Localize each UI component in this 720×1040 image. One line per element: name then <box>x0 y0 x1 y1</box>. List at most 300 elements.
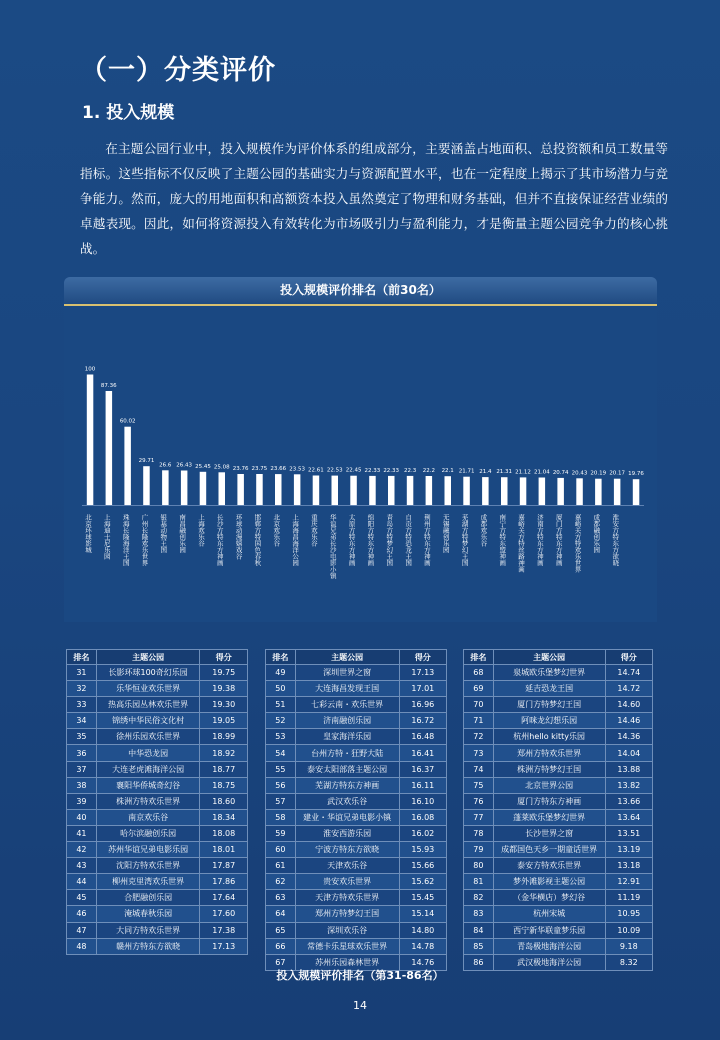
data-label: 22.1 <box>441 468 454 475</box>
cell-park-name: 台州方特・狂野大陆 <box>295 745 399 761</box>
table-row <box>464 825 653 841</box>
bar <box>501 477 508 505</box>
cell-park-name: 株洲方特欢乐世界 <box>96 793 200 809</box>
data-label: 21.04 <box>534 469 550 476</box>
table-row <box>266 761 447 777</box>
table-row <box>464 665 653 681</box>
cell-rank: 35 <box>67 729 97 745</box>
cell-score: 8.32 <box>605 954 652 970</box>
cell-score: 14.72 <box>605 681 652 697</box>
col-header-park: 主题公园 <box>493 650 605 665</box>
cell-park-name: 贵安欢乐世界 <box>295 874 399 890</box>
bar <box>614 479 621 505</box>
cell-rank: 42 <box>67 842 97 858</box>
cell-rank: 34 <box>67 713 97 729</box>
category-label: 自贡方特恐龙王国 <box>404 514 413 566</box>
cell-score: 16.10 <box>399 793 446 809</box>
cell-score: 17.60 <box>200 906 248 922</box>
cell-score: 9.18 <box>605 938 652 954</box>
cell-park-name: 苏州乐园森林世界 <box>295 954 399 970</box>
table-row <box>67 938 248 954</box>
cell-score: 18.92 <box>200 745 248 761</box>
data-label: 22.33 <box>383 467 400 474</box>
table-row <box>464 938 653 954</box>
category-label: 绵阳方特东方神画 <box>366 514 375 566</box>
table-row <box>266 842 447 858</box>
cell-rank: 57 <box>266 793 296 809</box>
cell-score: 12.91 <box>605 874 652 890</box>
cell-score: 15.66 <box>399 858 446 874</box>
bar <box>633 479 640 505</box>
table-row <box>67 793 248 809</box>
bar <box>237 474 244 505</box>
cell-rank: 77 <box>464 809 494 825</box>
cell-score: 19.05 <box>200 713 248 729</box>
cell-score: 18.08 <box>200 825 248 841</box>
category-label: 淮安方特东方欲晓 <box>611 514 620 566</box>
category-label: 上海迪士尼乐园 <box>102 514 111 560</box>
cell-park-name: 常德卡乐星球欢乐世界 <box>295 938 399 954</box>
data-label: 60.02 <box>119 418 136 425</box>
cell-rank: 69 <box>464 681 494 697</box>
cell-rank: 33 <box>67 697 97 713</box>
cell-rank: 49 <box>266 665 296 681</box>
table-row <box>67 809 248 825</box>
cell-park-name: 柳州克里湾欢乐世界 <box>96 874 200 890</box>
section-heading: （一）分类评价 <box>80 55 276 86</box>
chart-plot <box>64 306 657 622</box>
category-label: 南宁方特东盟神画 <box>498 514 507 566</box>
cell-park-name: 北京世界公园 <box>493 777 605 793</box>
cell-rank: 47 <box>67 922 97 938</box>
bar <box>294 474 301 505</box>
cell-rank: 74 <box>464 761 494 777</box>
category-label: 长沙方特东方神画 <box>215 514 224 566</box>
cell-park-name: 中华恐龙园 <box>96 745 200 761</box>
data-label: 20.17 <box>609 470 626 477</box>
cell-score: 14.04 <box>605 745 652 761</box>
data-label: 20.19 <box>590 470 607 477</box>
cell-score: 16.72 <box>399 713 446 729</box>
category-label: 上海海昌海洋公园 <box>291 514 300 566</box>
table-row <box>67 890 248 906</box>
table-row <box>266 793 447 809</box>
col-header-park: 主题公园 <box>96 650 200 665</box>
ranking-table-1 <box>66 649 248 955</box>
cell-score: 16.08 <box>399 809 446 825</box>
data-label: 22.33 <box>364 467 381 474</box>
cell-rank: 78 <box>464 825 494 841</box>
cell-score: 18.34 <box>200 809 248 825</box>
data-label: 20.74 <box>552 469 569 476</box>
table-row <box>266 906 447 922</box>
cell-score: 13.88 <box>605 761 652 777</box>
cell-park-name: 梦外滩影视主题公园 <box>493 874 605 890</box>
category-label: 厦门方特东方神画 <box>554 514 563 566</box>
cell-rank: 80 <box>464 858 494 874</box>
col-header-score: 得分 <box>399 650 446 665</box>
table-row <box>266 729 447 745</box>
cell-score: 13.64 <box>605 809 652 825</box>
cell-park-name: 哈尔滨融创乐园 <box>96 825 200 841</box>
cell-park-name: 西宁新华联童梦乐园 <box>493 922 605 938</box>
bar <box>87 375 94 506</box>
cell-park-name: 济南融创乐园 <box>295 713 399 729</box>
cell-rank: 62 <box>266 874 296 890</box>
data-label: 21.71 <box>458 468 475 475</box>
data-label: 25.45 <box>195 463 211 470</box>
cell-park-name: 建业・华谊兄弟电影小镇 <box>295 809 399 825</box>
cell-rank: 39 <box>67 793 97 809</box>
table-row <box>266 777 447 793</box>
cell-score: 13.82 <box>605 777 652 793</box>
category-label: 南昌融创乐园 <box>178 514 187 553</box>
bar <box>143 466 150 505</box>
cell-park-name: 郑州方特欢乐世界 <box>493 745 605 761</box>
data-label: 22.53 <box>326 467 343 474</box>
category-label: 环球动漫嬉戏谷 <box>234 514 243 560</box>
cell-park-name: 天津欢乐谷 <box>295 858 399 874</box>
cell-park-name: 赣州方特东方欲晓 <box>96 938 200 954</box>
cell-rank: 61 <box>266 858 296 874</box>
table-row <box>266 874 447 890</box>
col-header-score: 得分 <box>200 650 248 665</box>
cell-rank: 86 <box>464 954 494 970</box>
table-row <box>67 761 248 777</box>
cell-score: 14.76 <box>399 954 446 970</box>
table-row <box>67 665 248 681</box>
col-header-rank: 排名 <box>266 650 296 665</box>
category-label: 成都融创乐园 <box>592 514 601 553</box>
table-row <box>266 713 447 729</box>
data-label: 23.76 <box>232 466 249 472</box>
cell-score: 18.77 <box>200 761 248 777</box>
data-label: 23.75 <box>251 466 268 472</box>
table-row <box>67 713 248 729</box>
cell-rank: 56 <box>266 777 296 793</box>
bar <box>520 477 527 505</box>
cell-park-name: 芜湖方特东方神画 <box>295 777 399 793</box>
data-label: 21.31 <box>496 469 513 476</box>
cell-rank: 43 <box>67 858 97 874</box>
cell-rank: 64 <box>266 906 296 922</box>
cell-park-name: 淮安西游乐园 <box>295 825 399 841</box>
category-label: 重庆欢乐谷 <box>309 514 318 547</box>
cell-score: 17.38 <box>200 922 248 938</box>
table-row <box>464 842 653 858</box>
cell-park-name: 杭州hello kitty乐园 <box>493 729 605 745</box>
data-label: 29.71 <box>138 458 155 465</box>
cell-score: 10.09 <box>605 922 652 938</box>
cell-score: 15.45 <box>399 890 446 906</box>
table-row <box>266 825 447 841</box>
cell-rank: 59 <box>266 825 296 841</box>
table-row <box>67 906 248 922</box>
bar-chart <box>64 277 657 622</box>
category-label: 青岛方特梦幻王国 <box>385 514 394 566</box>
table-row <box>464 761 653 777</box>
cell-score: 16.11 <box>399 777 446 793</box>
cell-score: 14.80 <box>399 922 446 938</box>
cell-rank: 72 <box>464 729 494 745</box>
category-label: 无锡融创乐园 <box>441 514 450 553</box>
cell-rank: 68 <box>464 665 494 681</box>
cell-park-name: 沈阳方特欢乐世界 <box>96 858 200 874</box>
cell-score: 15.93 <box>399 842 446 858</box>
category-label: 邯郸方特国色春秋 <box>253 514 262 566</box>
cell-score: 14.60 <box>605 697 652 713</box>
data-label: 22.3 <box>403 467 417 474</box>
bar <box>445 476 452 505</box>
cell-rank: 58 <box>266 809 296 825</box>
cell-score: 14.78 <box>399 938 446 954</box>
cell-park-name: 皇家海洋乐园 <box>295 729 399 745</box>
cell-rank: 51 <box>266 697 296 713</box>
body-paragraph: 在主题公园行业中，投入规模作为评价体系的组成部分，主要涵盖占地面积、总投资额和员工数量等指标。这些指标不仅反映了主题公园的基础实力与资源配置水平，也在一定程度上揭示了其市场潜力与竞争能力。然而，庞大的用地面积和高额资本投入虽然奠定了物理和财务基础，但并不直接保证经营业绩的卓越表现。因此，如何将资源投入有效转化为市场吸引力与盈利能力，才是衡量主题公园竞争力的核心挑战。 <box>80 141 668 256</box>
cell-score: 14.74 <box>605 665 652 681</box>
bar <box>181 471 188 506</box>
category-label: 成都欢乐谷 <box>479 514 488 547</box>
table-row <box>67 858 248 874</box>
cell-score: 13.19 <box>605 842 652 858</box>
cell-score: 19.38 <box>200 681 248 697</box>
bar <box>275 474 282 505</box>
bar <box>369 476 376 505</box>
cell-rank: 79 <box>464 842 494 858</box>
table-row <box>67 681 248 697</box>
table-row <box>464 890 653 906</box>
category-label: 太原方特东方神画 <box>347 514 356 566</box>
bar <box>595 479 602 505</box>
cell-rank: 46 <box>67 906 97 922</box>
table-row <box>266 681 447 697</box>
cell-rank: 55 <box>266 761 296 777</box>
cell-park-name: 合肥融创乐园 <box>96 890 200 906</box>
cell-park-name: 武汉极地海洋公园 <box>493 954 605 970</box>
cell-score: 14.36 <box>605 729 652 745</box>
cell-park-name: 乐华恒业欢乐世界 <box>96 681 200 697</box>
cell-park-name: 宁波方特东方欲晓 <box>295 842 399 858</box>
cell-score: 17.13 <box>200 938 248 954</box>
cell-rank: 63 <box>266 890 296 906</box>
bar <box>350 476 357 505</box>
category-label: 珠海长隆海洋王国 <box>121 514 130 566</box>
cell-park-name: 苏州华谊兄弟电影乐园 <box>96 842 200 858</box>
cell-rank: 66 <box>266 938 296 954</box>
cell-rank: 84 <box>464 922 494 938</box>
data-label: 22.45 <box>345 467 362 474</box>
data-label: 26.6 <box>159 462 172 469</box>
cell-score: 16.37 <box>399 761 446 777</box>
cell-park-name: 泰安方特欢乐世界 <box>493 858 605 874</box>
ranking-table-2 <box>265 649 447 971</box>
bar <box>162 470 169 505</box>
cell-park-name: 泉城欧乐堡梦幻世界 <box>493 665 605 681</box>
cell-park-name: 杭州宋城 <box>493 906 605 922</box>
cell-park-name: 延吉恐龙王国 <box>493 681 605 697</box>
cell-rank: 82 <box>464 890 494 906</box>
chart-title: 投入规模评价排名（前30名） <box>64 277 657 306</box>
data-label: 19.76 <box>628 471 644 478</box>
cell-park-name: 淹城春秋乐园 <box>96 906 200 922</box>
cell-park-name: 大同方特欢乐世界 <box>96 922 200 938</box>
category-label: 上海欢乐谷 <box>197 514 205 547</box>
category-label: 荆州方特东方神画 <box>422 514 431 566</box>
cell-park-name: 徐州乐园欢乐世界 <box>96 729 200 745</box>
data-label: 25.08 <box>213 464 230 471</box>
bar <box>332 476 339 505</box>
table-row <box>266 809 447 825</box>
cell-score: 19.75 <box>200 665 248 681</box>
category-label: 广州长隆欢乐世界 <box>140 514 149 566</box>
table-row <box>464 777 653 793</box>
bar <box>539 478 546 506</box>
data-label: 21.12 <box>515 469 531 476</box>
bar <box>106 391 113 505</box>
cell-rank: 45 <box>67 890 97 906</box>
cell-score: 18.75 <box>200 777 248 793</box>
data-label: 22.2 <box>422 468 436 474</box>
cell-score: 14.46 <box>605 713 652 729</box>
table-row <box>67 825 248 841</box>
cell-park-name: 长沙世界之窗 <box>493 825 605 841</box>
cell-score: 18.99 <box>200 729 248 745</box>
table-row <box>464 874 653 890</box>
table-row <box>67 842 248 858</box>
cell-score: 16.41 <box>399 745 446 761</box>
category-label: 芜湖方特梦幻王国 <box>460 514 469 566</box>
bar <box>426 476 433 505</box>
cell-rank: 41 <box>67 825 97 841</box>
cell-rank: 73 <box>464 745 494 761</box>
table-row <box>464 729 653 745</box>
cell-park-name: 深圳欢乐谷 <box>295 922 399 938</box>
cell-rank: 31 <box>67 665 97 681</box>
table-row <box>266 938 447 954</box>
bar <box>219 472 226 505</box>
cell-rank: 65 <box>266 922 296 938</box>
cell-park-name: 株洲方特梦幻王国 <box>493 761 605 777</box>
cell-park-name: 七彩云南・欢乐世界 <box>295 697 399 713</box>
table-row <box>464 858 653 874</box>
page-number: 14 <box>353 999 367 1012</box>
data-label: 21.4 <box>479 469 492 476</box>
bar <box>576 478 583 505</box>
bar <box>313 476 320 506</box>
data-label: 23.66 <box>270 466 287 473</box>
cell-score: 17.13 <box>399 665 446 681</box>
cell-rank: 50 <box>266 681 296 697</box>
bar <box>388 476 395 505</box>
table-row <box>464 697 653 713</box>
table-row <box>266 665 447 681</box>
cell-park-name: 武汉欢乐谷 <box>295 793 399 809</box>
cell-score: 11.19 <box>605 890 652 906</box>
cell-score: 10.95 <box>605 906 652 922</box>
category-label: 北京环球影城 <box>84 514 92 553</box>
cell-rank: 54 <box>266 745 296 761</box>
cell-rank: 53 <box>266 729 296 745</box>
bar <box>407 476 414 505</box>
table-row <box>464 745 653 761</box>
cell-park-name: 天津方特欢乐世界 <box>295 890 399 906</box>
cell-park-name: 锦绣中华民俗文化村 <box>96 713 200 729</box>
table-row <box>67 745 248 761</box>
table-row <box>464 713 653 729</box>
cell-score: 15.14 <box>399 906 446 922</box>
col-header-rank: 排名 <box>464 650 494 665</box>
cell-score: 16.96 <box>399 697 446 713</box>
bar <box>200 472 207 505</box>
cell-rank: 83 <box>464 906 494 922</box>
table-row <box>266 745 447 761</box>
ranking-table-body <box>67 665 248 955</box>
cell-rank: 70 <box>464 697 494 713</box>
cell-rank: 36 <box>67 745 97 761</box>
table-row <box>67 729 248 745</box>
cell-score: 13.51 <box>605 825 652 841</box>
col-header-score: 得分 <box>605 650 652 665</box>
table-row <box>464 681 653 697</box>
category-label: 嘉峪关方特丝路神画 <box>517 514 525 573</box>
bar <box>482 477 489 505</box>
data-label: 100 <box>84 366 96 373</box>
cell-score: 16.48 <box>399 729 446 745</box>
cell-park-name: 襄阳华侨城奇幻谷 <box>96 777 200 793</box>
table-row <box>464 793 653 809</box>
ranking-table-body <box>464 665 653 971</box>
category-label: 济南方特东方神画 <box>535 514 544 566</box>
cell-park-name: 大连老虎滩海洋公园 <box>96 761 200 777</box>
data-label: 20.43 <box>571 470 588 477</box>
cell-score: 18.60 <box>200 793 248 809</box>
cell-rank: 81 <box>464 874 494 890</box>
subsection-heading: 1. 投入规模 <box>82 103 175 123</box>
table-row <box>464 922 653 938</box>
cell-park-name: 青岛极地海洋公园 <box>493 938 605 954</box>
cell-score: 13.18 <box>605 858 652 874</box>
cell-park-name: 大连海昌发现王国 <box>295 681 399 697</box>
table-row <box>67 777 248 793</box>
cell-rank: 85 <box>464 938 494 954</box>
cell-rank: 60 <box>266 842 296 858</box>
cell-park-name: 蓬莱欧乐堡梦幻世界 <box>493 809 605 825</box>
data-label: 26.43 <box>176 462 192 469</box>
cell-rank: 67 <box>266 954 296 970</box>
cell-score: 17.64 <box>200 890 248 906</box>
cell-rank: 37 <box>67 761 97 777</box>
bar <box>124 427 130 505</box>
category-label: 嘉峪关方特欢乐世界 <box>573 514 582 573</box>
col-header-rank: 排名 <box>67 650 97 665</box>
cell-park-name: （金华横店）梦幻谷 <box>493 890 605 906</box>
table-row <box>67 874 248 890</box>
ranking-table-body <box>266 665 447 971</box>
table-row <box>67 697 248 713</box>
cell-score: 17.86 <box>200 874 248 890</box>
cell-park-name: 郑州方特梦幻王国 <box>295 906 399 922</box>
table-row <box>266 922 447 938</box>
cell-rank: 71 <box>464 713 494 729</box>
table-row <box>67 922 248 938</box>
data-label: 87.36 <box>100 383 117 389</box>
cell-park-name: 厦门方特东方神画 <box>493 793 605 809</box>
bar <box>256 474 263 505</box>
cell-park-name: 阿咪龙幻想乐园 <box>493 713 605 729</box>
cell-rank: 38 <box>67 777 97 793</box>
cell-score: 15.62 <box>399 874 446 890</box>
cell-park-name: 厦门方特梦幻王国 <box>493 697 605 713</box>
